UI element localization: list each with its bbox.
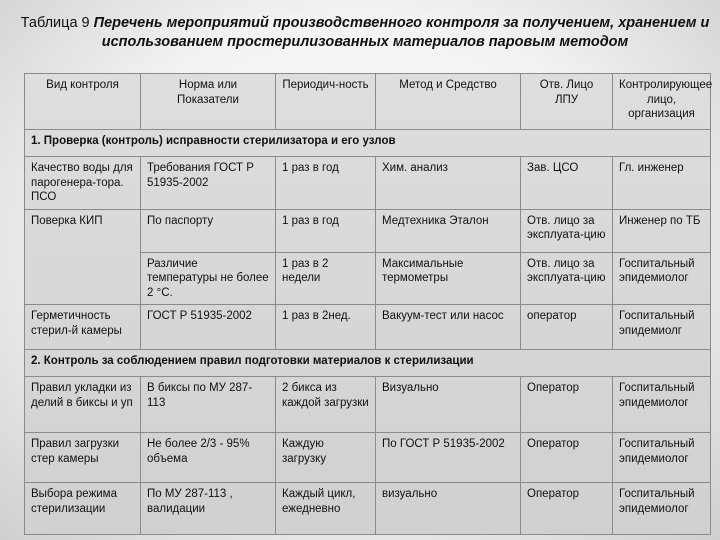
table-cell: Максимальные термометры [376, 252, 521, 305]
table-cell: 1 раз в год [276, 209, 376, 252]
table-cell: Госпитальный эпидемиолг [613, 305, 711, 350]
table-cell: Медтехника Эталон [376, 209, 521, 252]
table-cell: 2 бикса из каждой загрузки [276, 377, 376, 433]
table-cell: По ГОСТ Р 51935-2002 [376, 433, 521, 483]
table-cell: Инженер по ТБ [613, 209, 711, 252]
table-number: Таблица 9 [20, 15, 94, 31]
table-cell: Хим. анализ [376, 157, 521, 210]
table-cell: Оператор [521, 483, 613, 535]
header-cell: Норма или Показатели [141, 74, 276, 130]
table-cell: 1 раз в год [276, 157, 376, 210]
table-cell: Отв. лицо за эксплуата-цию [521, 209, 613, 252]
table-cell: ГОСТ Р 51935-2002 [141, 305, 276, 350]
table-cell: Поверка КИП [25, 209, 141, 305]
table-cell: оператор [521, 305, 613, 350]
table-row [25, 157, 711, 210]
header-cell: Вид контроля [25, 74, 141, 130]
table-row [25, 483, 711, 535]
table-cell: Выбора режима стерилизации [25, 483, 141, 535]
table-cell: Различие температуры не более 2 °С. [141, 252, 276, 305]
section-heading: 1. Проверка (контроль) исправности стерилизатора и его узлов [25, 130, 711, 157]
table-cell: Не более 2/3 - 95% объема [141, 433, 276, 483]
table-cell: 1 раз в 2 недели [276, 252, 376, 305]
table-row [25, 433, 711, 483]
table-cell: Визуально [376, 377, 521, 433]
table-cell: Каждый цикл, ежедневно [276, 483, 376, 535]
header-cell: Метод и Средство [376, 74, 521, 130]
section-row [25, 130, 711, 157]
section-row [25, 350, 711, 377]
table-cell: По МУ 287-113 , валидации [141, 483, 276, 535]
table-cell: Правил укладки из делий в биксы и уп [25, 377, 141, 433]
header-cell: Периодич-ность [276, 74, 376, 130]
table-row [25, 377, 711, 433]
table-row [25, 209, 711, 252]
control-table [24, 73, 711, 535]
table-caption: Перечень мероприятий производственного контроля за получением, хранением и использованием простерилизованных материалов паровым методом [93, 15, 710, 50]
table-title [20, 14, 710, 52]
table-cell: Оператор [521, 433, 613, 483]
section-heading: 2. Контроль за соблюдением правил подготовки материалов к стерилизации [25, 350, 711, 377]
header-cell: Отв. Лицо ЛПУ [521, 74, 613, 130]
table-cell: Качество воды для парогенера-тора. ПСО [25, 157, 141, 210]
table-cell: Госпитальный эпидемиолог [613, 483, 711, 535]
header-cell: Контролирующее лицо, организация [613, 74, 711, 130]
table-cell: Отв. лицо за эксплуата-цию [521, 252, 613, 305]
table-cell: По паспорту [141, 209, 276, 252]
table-cell: Требования ГОСТ Р 51935-2002 [141, 157, 276, 210]
table-cell: В биксы по МУ 287-113 [141, 377, 276, 433]
table-cell: Каждую загрузку [276, 433, 376, 483]
table-cell: Госпитальный эпидемиолог [613, 433, 711, 483]
table-cell: визуально [376, 483, 521, 535]
table-cell: 1 раз в 2нед. [276, 305, 376, 350]
table-cell: Зав. ЦСО [521, 157, 613, 210]
table-cell: Герметичность стерил-й камеры [25, 305, 141, 350]
table-cell: Госпитальный эпидемиолог [613, 252, 711, 305]
table-cell: Правил загрузки стер камеры [25, 433, 141, 483]
table-cell: Оператор [521, 377, 613, 433]
table-cell: Вакуум-тест или насос [376, 305, 521, 350]
table-cell: Гл. инженер [613, 157, 711, 210]
table-row [25, 305, 711, 350]
header-row [25, 74, 711, 130]
table-cell: Госпитальный эпидемиолог [613, 377, 711, 433]
